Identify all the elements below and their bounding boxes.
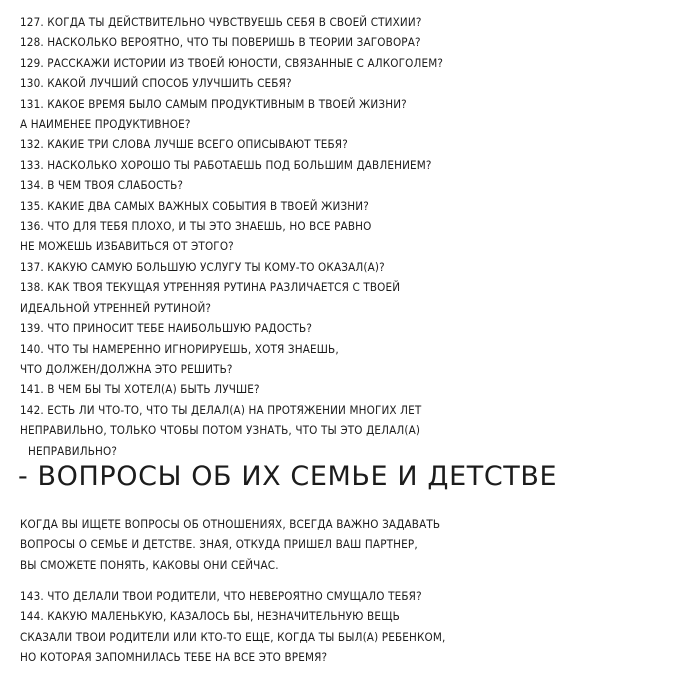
question-line: НЕПРАВИЛЬНО, ТОЛЬКО ЧТОБЫ ПОТОМ УЗНАТЬ, ЧТО ТЫ ЭТО ДЕЛАЛ(А) <box>20 423 421 438</box>
question-line: 143. ЧТО ДЕЛАЛИ ТВОИ РОДИТЕЛИ, ЧТО НЕВЕРОЯТНО СМУЩАЛО ТЕБЯ? <box>20 589 422 603</box>
question-line: 139. ЧТО ПРИНОСИТ ТЕБЕ НАИБОЛЬШУЮ РАДОСТЬ? <box>20 321 312 336</box>
question-line: НЕ МОЖЕШЬ ИЗБАВИТЬСЯ ОТ ЭТОГО? <box>20 239 234 254</box>
section-heading: - ВОПРОСЫ ОБ ИХ СЕМЬЕ И ДЕТСТВЕ <box>18 461 558 492</box>
question-line: 129. РАССКАЖИ ИСТОРИИ ИЗ ТВОЕЙ ЮНОСТИ, СВЯЗАННЫЕ С АЛКОГОЛЕМ? <box>20 55 444 70</box>
intro-line: ВОПРОСЫ О СЕМЬЕ И ДЕТСТВЕ. ЗНАЯ, ОТКУДА ПРИШЕЛ ВАШ ПАРТНЕР, <box>20 537 418 552</box>
question-line: 138. КАК ТВОЯ ТЕКУЩАЯ УТРЕННЯЯ РУТИНА РАЗЛИЧАЕТСЯ С ТВОЕЙ <box>20 280 401 295</box>
question-line: 133. НАСКОЛЬКО ХОРОШО ТЫ РАБОТАЕШЬ ПОД БОЛЬШИМ ДАВЛЕНИЕМ? <box>20 157 432 172</box>
intro-line: КОГДА ВЫ ИЩЕТЕ ВОПРОСЫ ОБ ОТНОШЕНИЯХ, ВСЕГДА ВАЖНО ЗАДАВАТЬ <box>20 517 441 531</box>
question-line: ЧТО ДОЛЖЕН/ДОЛЖНА ЭТО РЕШИТЬ? <box>20 361 233 376</box>
question-line: 135. КАКИЕ ДВА САМЫХ ВАЖНЫХ СОБЫТИЯ В ТВОЕЙ ЖИЗНИ? <box>20 198 369 213</box>
questions-list-bottom <box>20 586 680 668</box>
section-intro <box>20 514 680 575</box>
question-line: 134. В ЧЕМ ТВОЯ СЛАБОСТЬ? <box>20 178 184 193</box>
question-line: 127. КОГДА ТЫ ДЕЙСТВИТЕЛЬНО ЧУВСТВУЕШЬ СЕБЯ В СВОЕЙ СТИХИИ? <box>20 15 422 29</box>
question-line: 141. В ЧЕМ БЫ ТЫ ХОТЕЛ(А) БЫТЬ ЛУЧШЕ? <box>20 382 260 397</box>
question-line: 130. КАКОЙ ЛУЧШИЙ СПОСОБ УЛУЧШИТЬ СЕБЯ? <box>20 76 292 91</box>
question-line: ИДЕАЛЬНОЙ УТРЕННЕЙ РУТИНОЙ? <box>20 300 212 315</box>
question-line: СКАЗАЛИ ТВОИ РОДИТЕЛИ ИЛИ КТО-ТО ЕЩЕ, КОГДА ТЫ БЫЛ(А) РЕБЕНКОМ, <box>20 629 446 644</box>
question-line: 131. КАКОЕ ВРЕМЯ БЫЛО САМЫМ ПРОДУКТИВНЫМ В ТВОЕЙ ЖИЗНИ? <box>20 96 407 111</box>
question-line: 136. ЧТО ДЛЯ ТЕБЯ ПЛОХО, И ТЫ ЭТО ЗНАЕШЬ, НО ВСЕ РАВНО <box>20 219 372 234</box>
question-line: 137. КАКУЮ САМУЮ БОЛЬШУЮ УСЛУГУ ТЫ КОМУ-ТО ОКАЗАЛ(А)? <box>20 259 385 274</box>
question-line: 144. КАКУЮ МАЛЕНЬКУЮ, КАЗАЛОСЬ БЫ, НЕЗНАЧИТЕЛЬНУЮ ВЕЩЬ <box>20 609 400 624</box>
question-line: НЕПРАВИЛЬНО? <box>28 443 118 458</box>
questions-list-top <box>20 12 680 461</box>
intro-line: ВЫ СМОЖЕТЕ ПОНЯТЬ, КАКОВЫ ОНИ СЕЙЧАС. <box>20 557 279 572</box>
question-line: А НАИМЕНЕЕ ПРОДУКТИВНОЕ? <box>20 117 191 132</box>
question-line: НО КОТОРАЯ ЗАПОМНИЛАСЬ ТЕБЕ НА ВСЕ ЭТО ВРЕМЯ? <box>20 650 328 665</box>
question-line: 132. КАКИЕ ТРИ СЛОВА ЛУЧШЕ ВСЕГО ОПИСЫВАЮТ ТЕБЯ? <box>20 137 348 152</box>
question-line: 142. ЕСТЬ ЛИ ЧТО-ТО, ЧТО ТЫ ДЕЛАЛ(А) НА ПРОТЯЖЕНИИ МНОГИХ ЛЕТ <box>20 402 422 417</box>
question-line: 140. ЧТО ТЫ НАМЕРЕННО ИГНОРИРУЕШЬ, ХОТЯ ЗНАЕШЬ, <box>20 341 339 356</box>
question-line: 128. НАСКОЛЬКО ВЕРОЯТНО, ЧТО ТЫ ПОВЕРИШЬ В ТЕОРИИ ЗАГОВОРА? <box>20 35 421 50</box>
